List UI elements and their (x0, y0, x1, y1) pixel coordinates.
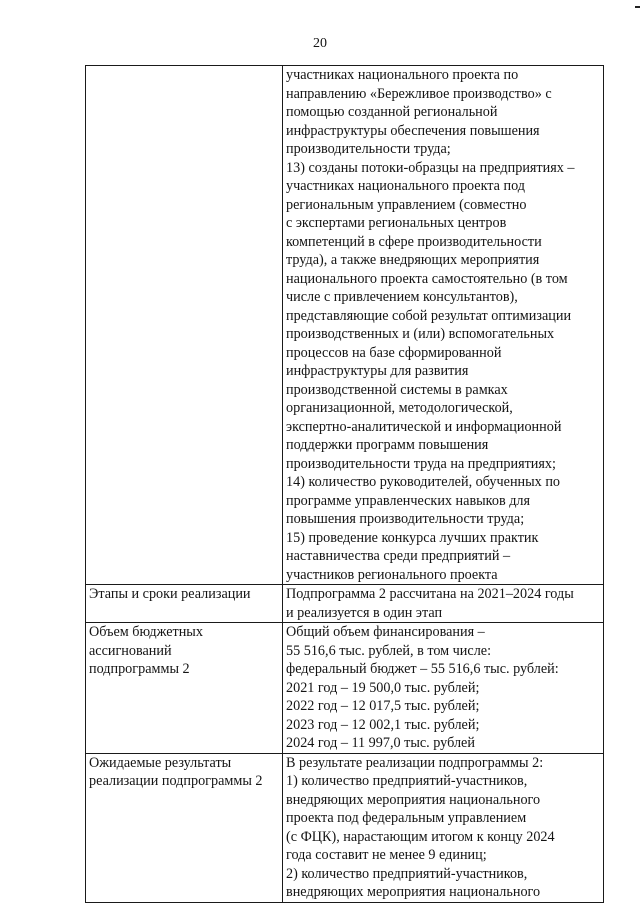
value-line: инфраструктуры обеспечения повышения (286, 122, 540, 139)
label-line: Ожидаемые результаты (89, 754, 232, 771)
row-value-cell (283, 585, 604, 623)
row-label-cell (86, 623, 283, 754)
value-line: с экспертами региональных центров (286, 215, 507, 231)
value-line: наставничества среди предприятий – (286, 548, 511, 564)
passport-table (85, 65, 604, 903)
value-line: 14) количество руководителей, обученных по (286, 474, 561, 490)
value-line: 2021 год – 19 500,0 тыс. рублей; (286, 679, 480, 696)
table-row (86, 585, 604, 623)
value-line: 13) созданы потоки-образцы на предприятиях – (286, 159, 575, 176)
value-line: федеральный бюджет – 55 516,6 тыс. рублей: (286, 661, 559, 677)
value-line: участниках национального проекта под (286, 178, 526, 194)
value-line: программе управленческих навыков для (286, 492, 531, 509)
value-line: числе с привлечением консультантов), (286, 289, 518, 305)
value-line: производительности труда на предприятиях; (286, 455, 556, 472)
value-line: и реализуется в один этап (286, 604, 443, 621)
value-line: поддержки программ повышения (286, 437, 489, 453)
row-value-cell (283, 623, 604, 754)
value-line: (с ФЦК), нарастающим итогом к концу 2024 (286, 828, 555, 845)
value-line: повышения производительности труда; (286, 511, 525, 527)
row-value-cell (283, 66, 604, 585)
value-line: национального проекта самостоятельно (в том (286, 270, 568, 287)
value-line: производственной системы в рамках (286, 381, 508, 398)
value-line: внедряющих мероприятия национального (286, 791, 541, 808)
label-line: подпрограммы 2 (89, 661, 190, 677)
label-line: ассигнований (89, 642, 172, 659)
value-line: 2022 год – 12 017,5 тыс. рублей; (286, 698, 480, 714)
row-label-cell (86, 753, 283, 902)
value-line: инфраструктуры для развития (286, 363, 469, 379)
value-line: участниках национального проекта по (286, 67, 519, 83)
row-label-cell (86, 585, 283, 623)
label-line: Объем бюджетных (89, 624, 203, 640)
value-line: 15) проведение конкурса лучших практик (286, 529, 539, 546)
value-line: компетенций в сфере производительности (286, 233, 542, 250)
value-line: организационной, методологической, (286, 400, 513, 416)
value-line: региональным управлением (совместно (286, 196, 527, 213)
row-value-cell (283, 753, 604, 902)
value-line: В результате реализации подпрограммы 2: (286, 754, 544, 771)
value-line: труда), а также внедряющих мероприятия (286, 252, 540, 268)
value-line: помощью созданной региональной (286, 104, 498, 120)
value-line: 2024 год – 11 997,0 тыс. рублей (286, 735, 475, 751)
passport-table-body (86, 66, 604, 903)
value-line: участников регионального проекта (286, 566, 498, 583)
scan-corner-mark (635, 6, 640, 8)
row-label-cell (86, 66, 283, 585)
value-line: 55 516,6 тыс. рублей, в том числе: (286, 642, 492, 659)
value-line: 2) количество предприятий-участников, (286, 865, 528, 882)
value-line: Подпрограмма 2 рассчитана на 2021–2024 годы (286, 586, 574, 602)
value-line: процессов на базе сформированной (286, 344, 502, 361)
value-line: производительности труда; (286, 141, 451, 157)
table-row (86, 623, 604, 754)
value-line: года составит не менее 9 единиц; (286, 847, 487, 863)
value-line: Общий объем финансирования – (286, 624, 485, 640)
label-line: реализации подпрограммы 2 (89, 773, 263, 789)
table-row (86, 66, 604, 585)
value-line: 1) количество предприятий-участников, (286, 773, 528, 789)
value-line: производственных и (или) вспомогательных (286, 326, 555, 342)
value-line: проекта под федеральным управлением (286, 810, 527, 826)
label-line: Этапы и сроки реализации (89, 586, 251, 602)
page-number: 20 (313, 36, 327, 51)
value-line: 2023 год – 12 002,1 тыс. рублей; (286, 716, 480, 733)
value-line: представляющие собой результат оптимизации (286, 307, 572, 324)
value-line: внедряющих мероприятия национального (286, 884, 541, 900)
value-line: экспертно-аналитической и информационной (286, 418, 562, 435)
value-line: направлению «Бережливое производство» с (286, 85, 552, 102)
table-row (86, 753, 604, 902)
